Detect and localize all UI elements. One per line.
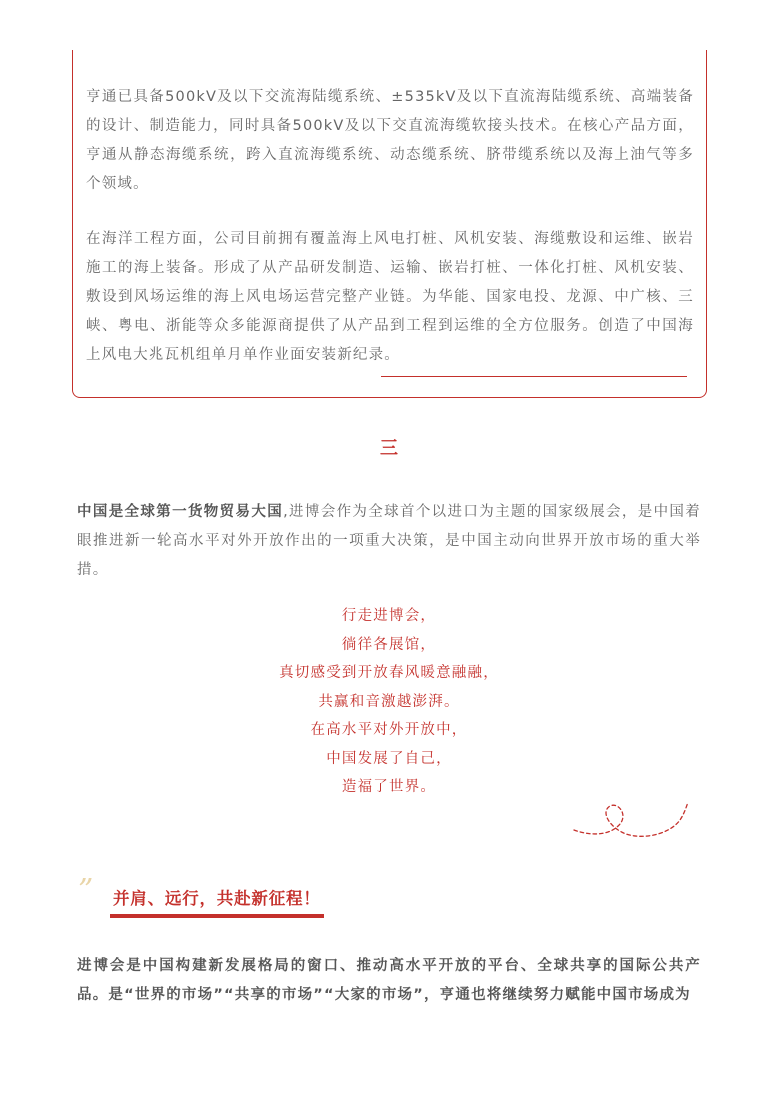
dashed-loop-doodle xyxy=(570,796,692,840)
intro-bold-lead: 中国是全球第一货物贸易大国 xyxy=(77,504,284,520)
poem-line: 真切感受到开放春风暖意融融， xyxy=(279,665,499,681)
intro-rest: ,进博会作为全球首个以进口为主题的国家级展会，是中国着眼推进新一轮高水平对外开放作出的一项重大决策，是中国主动向世界开放市场的重大举措。 xyxy=(77,504,701,578)
poem-line: 中国发展了自己， xyxy=(326,750,452,767)
card-divider xyxy=(381,376,687,377)
poem-line: 在高水平对外开放中， xyxy=(310,722,468,738)
poem-line: 造福了世界。 xyxy=(341,779,437,795)
quote-mark-icon: ” xyxy=(78,873,94,908)
poem-line: 徜徉各展馆， xyxy=(341,636,437,653)
info-card xyxy=(72,50,707,398)
heading-underline xyxy=(110,914,324,918)
section-heading: 并肩、远行，共赴新征程！ xyxy=(113,889,321,908)
closing-paragraph: 进博会是中国构建新发展格局的窗口、推动高水平开放的平台、全球共享的国际公共产品。是“世界的市场”“共享的市场”“大家的市场”，亨通也将继续努力赋能中国市场成为 xyxy=(77,958,701,1003)
card-paragraph-products: 亨通已具备500kV及以下交流海陆缆系统、±535kV及以下直流海陆缆系统、高端装备的设计、制造能力，同时具备500kV及以下交直流海缆软接头技术。在核心产品方面，亨通从静态海缆系统，跨入直流海缆系统、动态缆系统、脐带缆系统以及海上油气等多个领域。 xyxy=(86,89,694,192)
section-number: 三 xyxy=(380,438,398,459)
poem-line: 共赢和音激越澎湃。 xyxy=(318,693,460,710)
poem-line: 行走进博会， xyxy=(341,608,437,624)
card-paragraph-engineering: 在海洋工程方面，公司目前拥有覆盖海上风电打桩、风机安装、海缆敷设和运维、嵌岩施工的海上装备。形成了从产品研发制造、运输、嵌岩打桩、一体化打桩、风机安装、敷设到风场运维的海上风电场运营完整产业链。为华能、国家电投、龙源、中广核、三峡、粤电、浙能等众多能源商提供了从产品到工程到运维的全方位服务。创造了中国海上风电大兆瓦机组单月单作业面安装新纪录。 xyxy=(86,231,694,363)
intro-paragraph xyxy=(77,498,701,585)
poem-block xyxy=(0,602,778,802)
